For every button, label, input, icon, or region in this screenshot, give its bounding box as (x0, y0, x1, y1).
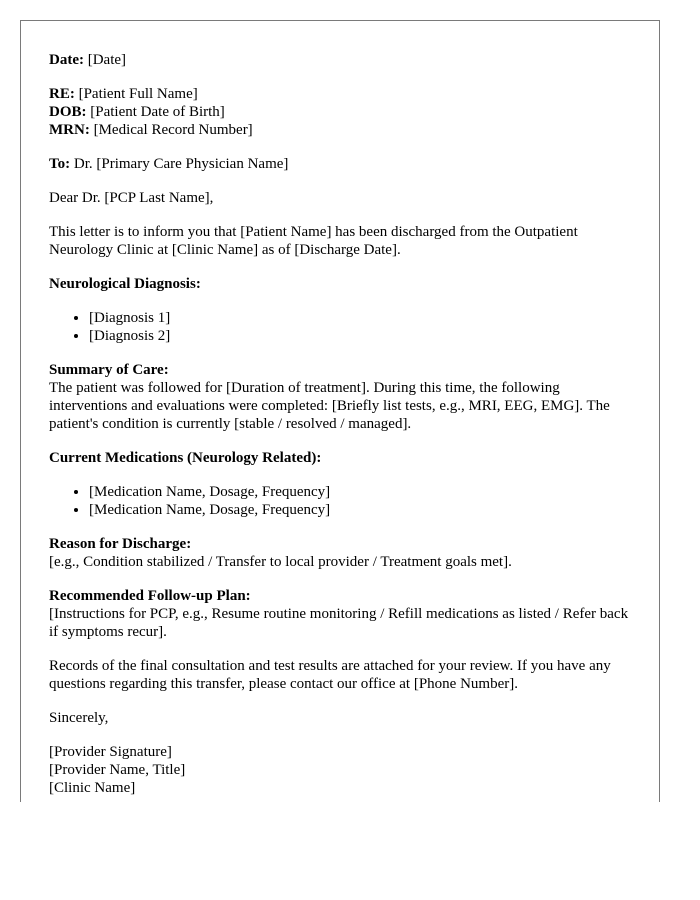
clinic-name: [Clinic Name] (49, 780, 136, 796)
diagnosis-heading: Neurological Diagnosis: (49, 276, 201, 292)
dob-value: [Patient Date of Birth] (90, 104, 225, 120)
provider-name: [Provider Name, Title] (49, 762, 186, 778)
reason-section (49, 535, 631, 571)
diagnosis-list (49, 309, 631, 345)
salutation: Dear Dr. [PCP Last Name], (49, 190, 214, 206)
followup-heading: Recommended Follow-up Plan: (49, 588, 251, 604)
re-label: RE: (49, 86, 75, 102)
discharge-letter (20, 20, 660, 802)
diagnosis-item: • [Diagnosis 1] (89, 309, 631, 327)
reason-heading: Reason for Discharge: (49, 536, 192, 552)
medication-item: • [Medication Name, Dosage, Frequency] (89, 501, 631, 519)
provider-signature: [Provider Signature] (49, 744, 172, 760)
dob-line (49, 103, 631, 121)
followup-section (49, 587, 631, 641)
summary-text: The patient was followed for [Duration of treatment]. During this time, the following interventions and evaluations were completed: [Briefly list tests, e.g., MRI, EEG, EMG]. The patient's condition is currently [stable / resolved / managed]. (49, 380, 610, 432)
medication-item: • [Medication Name, Dosage, Frequency] (89, 483, 631, 501)
date-value: [Date] (87, 52, 127, 68)
diagnosis-item: • [Diagnosis 2] (89, 327, 631, 345)
re-line (49, 85, 631, 103)
medications-list (49, 483, 631, 519)
closing: Sincerely, (49, 710, 109, 726)
patient-info-block (49, 85, 631, 139)
records-paragraph: Records of the final consultation and test results are attached for your review. If you have any questions regarding this transfer, please contact our office at [Phone Number]. (49, 658, 611, 692)
to-label: To: (49, 156, 71, 172)
dob-label: DOB: (49, 104, 87, 120)
signature-block (49, 743, 631, 797)
to-value: Dr. [Primary Care Physician Name] (73, 156, 289, 172)
followup-text: [Instructions for PCP, e.g., Resume routine monitoring / Refill medications as listed / Refer back if symptoms recur]. (49, 606, 629, 640)
mrn-value: [Medical Record Number] (93, 122, 253, 138)
intro-paragraph: This letter is to inform you that [Patient Name] has been discharged from the Outpatient Neurology Clinic at [Clinic Name] as of [Discharge Date]. (49, 224, 578, 258)
summary-section (49, 361, 631, 433)
summary-heading: Summary of Care: (49, 362, 169, 378)
mrn-line (49, 121, 631, 139)
date-label: Date: (49, 52, 84, 68)
mrn-label: MRN: (49, 122, 90, 138)
re-value: [Patient Full Name] (78, 86, 198, 102)
reason-text: [e.g., Condition stabilized / Transfer to local provider / Treatment goals met]. (49, 554, 512, 570)
date-line (49, 51, 631, 69)
recipient-line (49, 155, 631, 173)
medications-heading: Current Medications (Neurology Related): (49, 450, 322, 466)
